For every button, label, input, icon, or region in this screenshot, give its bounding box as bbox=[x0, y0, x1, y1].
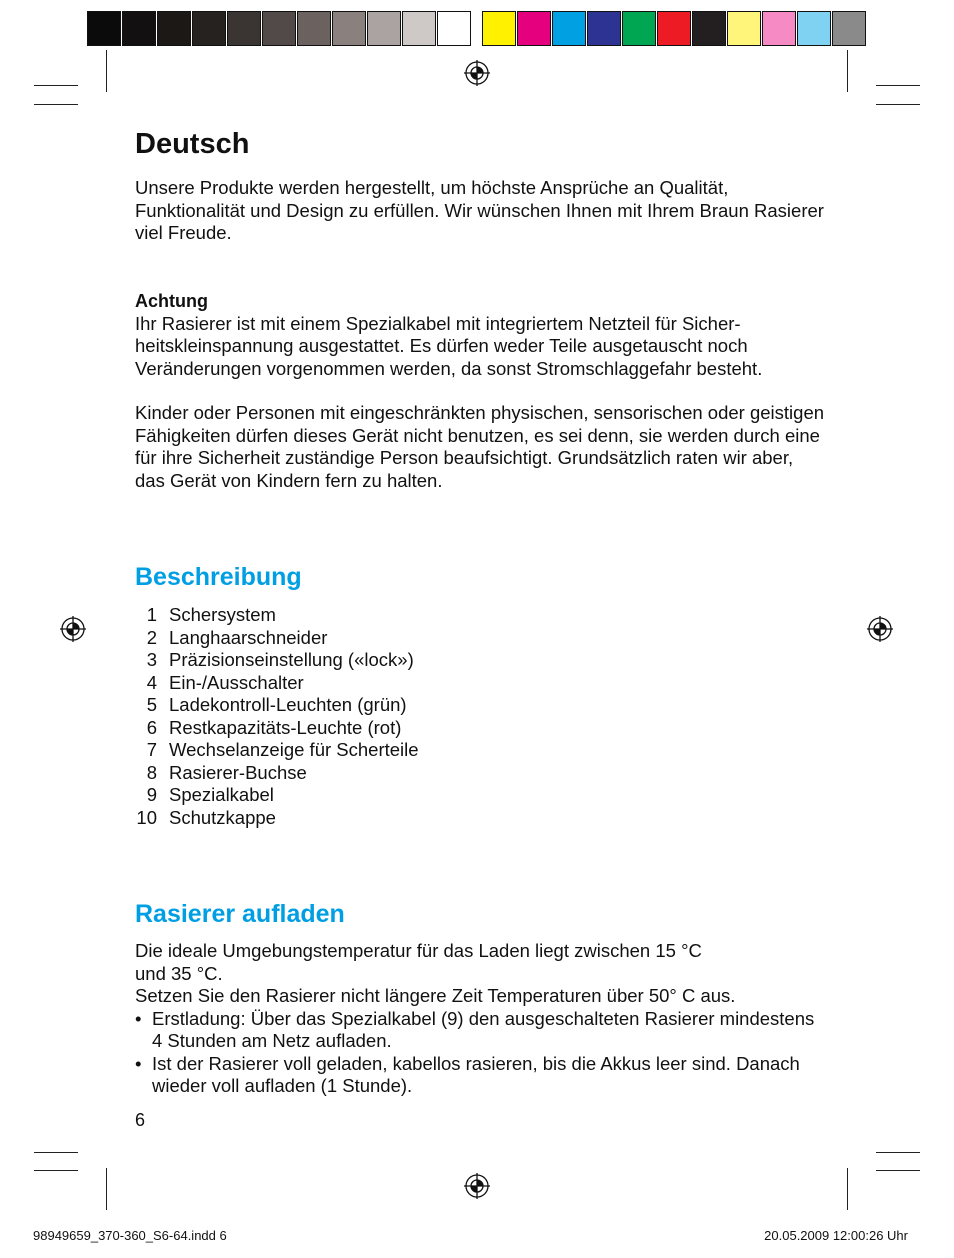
page-title: Deutsch bbox=[135, 128, 250, 160]
registration-mark-icon bbox=[464, 60, 490, 86]
color-swatch bbox=[437, 11, 471, 46]
color-swatch bbox=[727, 11, 761, 46]
intro-section bbox=[135, 177, 825, 245]
color-swatch bbox=[297, 11, 331, 46]
color-swatch bbox=[692, 11, 726, 46]
crop-mark bbox=[876, 1152, 920, 1153]
item-label: Ladekontroll-Leuchten (grün) bbox=[169, 694, 407, 715]
item-number: 2 bbox=[146, 626, 157, 648]
list-item bbox=[135, 627, 419, 650]
temperature-line-2: und 35 °C. bbox=[135, 962, 223, 984]
item-number: 8 bbox=[146, 761, 157, 783]
crop-mark bbox=[847, 1168, 848, 1210]
item-label: Rasierer-Buchse bbox=[169, 761, 307, 783]
list-item bbox=[135, 739, 419, 762]
list-item bbox=[135, 649, 419, 672]
crop-mark bbox=[106, 50, 107, 92]
registration-mark-icon bbox=[867, 616, 893, 642]
item-label: Ein-/Ausschalter bbox=[169, 671, 304, 693]
list-item bbox=[135, 694, 419, 717]
warning-section bbox=[135, 290, 825, 380]
color-swatch bbox=[762, 11, 796, 46]
list-item bbox=[135, 807, 419, 830]
color-swatch bbox=[482, 11, 516, 46]
color-swatch bbox=[87, 11, 121, 46]
warning-paragraph: Ihr Rasierer ist mit einem Spezialkabel mit integriertem Netzteil für Sicher-heitskleinspannung ausgestattet. Es dürfen weder Teile ausgetauscht noch Veränderungen vorgenommen werden, da sonst Stromschlaggefahr besteht. bbox=[135, 312, 763, 379]
children-paragraph: Kinder oder Personen mit eingeschränkten physischen, sensorischen oder geistigen Fähigkeiten dürfen dieses Gerät nicht benutzen, es sei denn, sie werden durch eine für ihre Sicherheit zuständige Person beaufsichtigt. Grundsätzlich raten wir aber, das Gerät von Kindern fern zu halten. bbox=[135, 402, 825, 491]
crop-mark bbox=[847, 50, 848, 92]
color-swatch bbox=[227, 11, 261, 46]
bullet-text: Erstladung: Über das Spezialkabel (9) den ausgeschalteten Rasierer mindestens 4 Stunden am Netz aufladen. bbox=[152, 1007, 815, 1051]
crop-mark bbox=[876, 85, 920, 86]
description-heading: Beschreibung bbox=[135, 563, 302, 591]
color-swatch bbox=[587, 11, 621, 46]
list-item bbox=[135, 672, 419, 695]
color-swatch bbox=[797, 11, 831, 46]
crop-mark bbox=[34, 104, 78, 105]
charging-section bbox=[135, 940, 825, 1098]
bullet-item bbox=[135, 1008, 825, 1053]
bullet-item bbox=[135, 1053, 825, 1098]
item-label: Spezialkabel bbox=[169, 784, 274, 805]
color-swatch bbox=[402, 11, 436, 46]
page-number: 6 bbox=[135, 1110, 146, 1130]
list-item bbox=[135, 604, 419, 627]
crop-mark bbox=[34, 1170, 78, 1171]
item-label: Restkapazitäts-Leuchte (rot) bbox=[169, 716, 402, 738]
slug-datetime: 20.05.2009 12:00:26 Uhr bbox=[764, 1228, 908, 1243]
color-calibration-bar bbox=[482, 11, 867, 46]
color-swatch bbox=[622, 11, 656, 46]
bullet-icon: • bbox=[135, 1007, 142, 1029]
color-swatch bbox=[552, 11, 586, 46]
crop-mark bbox=[876, 104, 920, 105]
charging-heading: Rasierer aufladen bbox=[135, 900, 345, 928]
crop-mark bbox=[876, 1170, 920, 1171]
heat-note: Setzen Sie den Rasierer nicht längere Zeit Temperaturen über 50° C aus. bbox=[135, 985, 736, 1006]
list-item bbox=[135, 784, 419, 807]
registration-mark-icon bbox=[60, 616, 86, 642]
crop-mark bbox=[106, 1168, 107, 1210]
color-swatch bbox=[192, 11, 226, 46]
registration-mark-icon bbox=[464, 1173, 490, 1199]
item-label: Langhaarschneider bbox=[169, 626, 328, 648]
color-swatch bbox=[122, 11, 156, 46]
item-number: 3 bbox=[146, 649, 157, 670]
item-label: Schutzkappe bbox=[169, 806, 276, 828]
item-number: 6 bbox=[146, 716, 157, 738]
children-section bbox=[135, 402, 825, 492]
item-number: 1 bbox=[146, 604, 157, 625]
color-swatch bbox=[332, 11, 366, 46]
crop-mark bbox=[34, 85, 78, 86]
item-number: 9 bbox=[146, 784, 157, 805]
item-number: 4 bbox=[146, 671, 157, 693]
color-swatch bbox=[367, 11, 401, 46]
bullet-icon: • bbox=[135, 1052, 142, 1074]
parts-list bbox=[135, 604, 419, 829]
item-label: Wechselanzeige für Scherteile bbox=[169, 739, 419, 760]
item-label: Schersystem bbox=[169, 604, 276, 625]
gray-calibration-bar bbox=[87, 11, 472, 46]
list-item bbox=[135, 762, 419, 785]
temperature-line-1: Die ideale Umgebungstemperatur für das Laden liegt zwischen 15 °C bbox=[135, 940, 702, 961]
intro-paragraph: Unsere Produkte werden hergestellt, um höchste Ansprüche an Qualität, Funktionalität und Design zu erfüllen. Wir wünschen Ihnen mit Ihrem Braun Rasierer viel Freude. bbox=[135, 177, 824, 243]
slug-file: 98949659_370-360_S6-64.indd 6 bbox=[33, 1228, 227, 1243]
color-swatch bbox=[657, 11, 691, 46]
item-label: Präzisionseinstellung («lock») bbox=[169, 649, 414, 670]
list-item bbox=[135, 717, 419, 740]
color-swatch bbox=[157, 11, 191, 46]
color-swatch bbox=[262, 11, 296, 46]
warning-title: Achtung bbox=[135, 291, 208, 311]
color-swatch bbox=[517, 11, 551, 46]
item-number: 7 bbox=[146, 739, 157, 760]
crop-mark bbox=[34, 1152, 78, 1153]
bullet-text: Ist der Rasierer voll geladen, kabellos rasieren, bis die Akkus leer sind. Danach wieder voll aufladen (1 Stunde). bbox=[152, 1052, 800, 1096]
item-number: 10 bbox=[136, 806, 157, 828]
color-swatch bbox=[832, 11, 866, 46]
item-number: 5 bbox=[146, 694, 157, 715]
